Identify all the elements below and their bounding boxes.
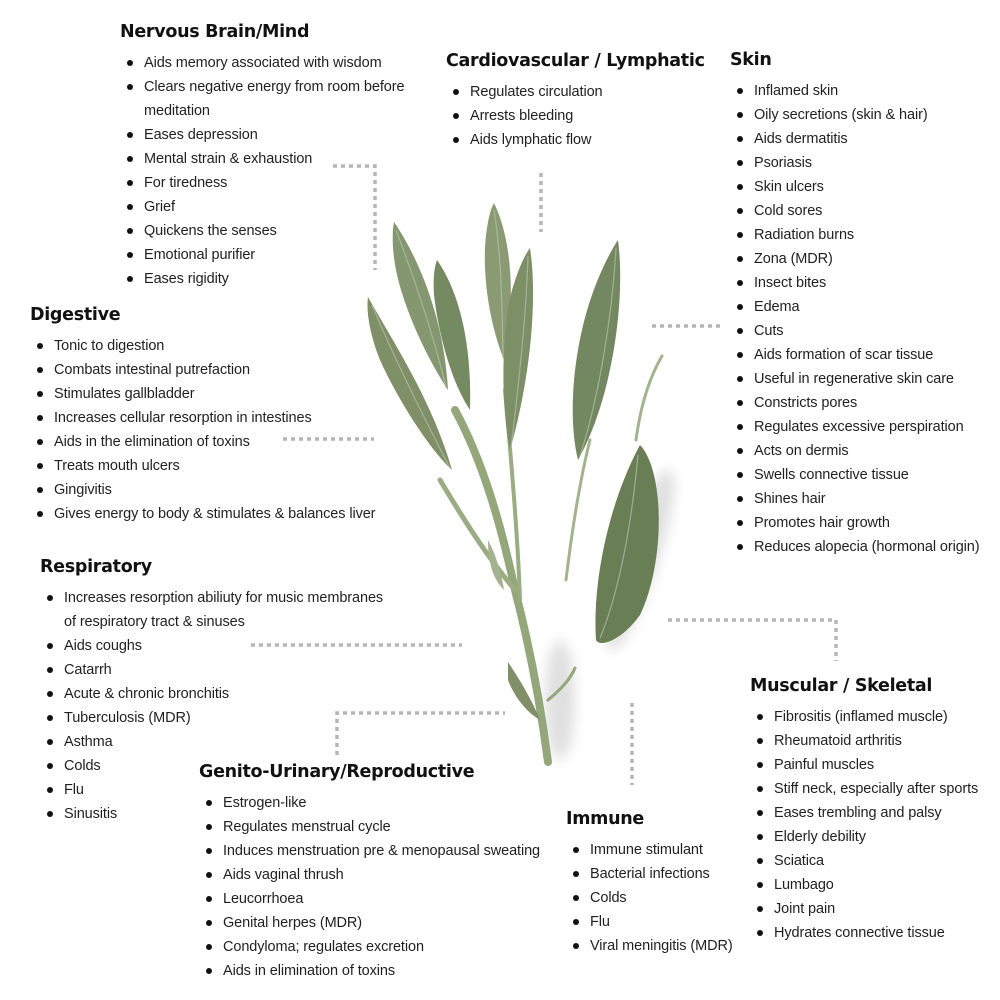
list-item: Aids formation of scar tissue bbox=[754, 343, 980, 367]
section-title-immune: Immune bbox=[566, 809, 644, 829]
list-item: Immune stimulant bbox=[590, 838, 733, 862]
list-item: Aids coughs bbox=[64, 634, 384, 658]
list-item: Grief bbox=[144, 195, 406, 219]
list-item: Aids lymphatic flow bbox=[470, 128, 705, 152]
list-item: Quickens the senses bbox=[144, 219, 406, 243]
list-item: Fibrositis (inflamed muscle) bbox=[774, 705, 978, 729]
list-item: Joint pain bbox=[774, 897, 978, 921]
list-item: Radiation burns bbox=[754, 223, 980, 247]
list-item: Swells connective tissue bbox=[754, 463, 980, 487]
section-title-cardio: Cardiovascular / Lymphatic bbox=[446, 51, 705, 71]
list-item: Stiff neck, especially after sports bbox=[774, 777, 978, 801]
list-item: Eases rigidity bbox=[144, 267, 406, 291]
list-item: Leucorrhoea bbox=[223, 887, 540, 911]
connector-muscular bbox=[668, 620, 836, 661]
list-item: Increases resorption abiliuty for music membranes of respiratory tract & sinuses bbox=[64, 586, 384, 634]
list-item: Aids in the elimination of toxins bbox=[54, 430, 375, 454]
list-item: Reduces alopecia (hormonal origin) bbox=[754, 535, 980, 559]
list-item: Edema bbox=[754, 295, 980, 319]
list-item: Colds bbox=[590, 886, 733, 910]
list-item: Treats mouth ulcers bbox=[54, 454, 375, 478]
list-item: Oily secretions (skin & hair) bbox=[754, 103, 980, 127]
section-cardio bbox=[446, 50, 705, 152]
section-nervous bbox=[120, 21, 406, 291]
list-muscular bbox=[750, 705, 978, 945]
list-item: Cold sores bbox=[754, 199, 980, 223]
list-item: Eases trembling and palsy bbox=[774, 801, 978, 825]
list-item: Sinusitis bbox=[64, 802, 384, 826]
section-skin bbox=[730, 49, 980, 559]
list-item: Sciatica bbox=[774, 849, 978, 873]
list-item: Stimulates gallbladder bbox=[54, 382, 375, 406]
list-item: Acute & chronic bronchitis bbox=[64, 682, 384, 706]
list-item: Colds bbox=[64, 754, 384, 778]
list-item: Promotes hair growth bbox=[754, 511, 980, 535]
list-item: Gingivitis bbox=[54, 478, 375, 502]
list-genito bbox=[199, 791, 540, 983]
list-digestive bbox=[30, 334, 375, 526]
list-nervous bbox=[120, 51, 406, 291]
list-item: Viral meningitis (MDR) bbox=[590, 934, 733, 958]
list-item: Condyloma; regulates excretion bbox=[223, 935, 540, 959]
list-item: Asthma bbox=[64, 730, 384, 754]
list-item: Cuts bbox=[754, 319, 980, 343]
list-item: Mental strain & exhaustion bbox=[144, 147, 406, 171]
list-item: Useful in regenerative skin care bbox=[754, 367, 980, 391]
section-title-digestive: Digestive bbox=[30, 305, 121, 325]
section-title-respiratory: Respiratory bbox=[40, 557, 152, 577]
list-cardio bbox=[446, 80, 705, 152]
section-muscular bbox=[750, 675, 978, 945]
list-item: Tuberculosis (MDR) bbox=[64, 706, 384, 730]
list-item: Catarrh bbox=[64, 658, 384, 682]
list-item: Clears negative energy from room before meditation bbox=[144, 75, 406, 123]
list-item: Inflamed skin bbox=[754, 79, 980, 103]
list-item: Elderly debility bbox=[774, 825, 978, 849]
list-item: Aids vaginal thrush bbox=[223, 863, 540, 887]
list-item: Acts on dermis bbox=[754, 439, 980, 463]
section-title-muscular: Muscular / Skeletal bbox=[750, 676, 933, 696]
list-item: Eases depression bbox=[144, 123, 406, 147]
list-item: Skin ulcers bbox=[754, 175, 980, 199]
list-item: Aids dermatitis bbox=[754, 127, 980, 151]
list-item: Regulates excessive perspiration bbox=[754, 415, 980, 439]
list-item: Psoriasis bbox=[754, 151, 980, 175]
list-item: Painful muscles bbox=[774, 753, 978, 777]
list-item: Tonic to digestion bbox=[54, 334, 375, 358]
section-immune bbox=[566, 808, 733, 958]
list-item: Emotional purifier bbox=[144, 243, 406, 267]
list-item: Constricts pores bbox=[754, 391, 980, 415]
list-skin bbox=[730, 79, 980, 559]
list-item: Hydrates connective tissue bbox=[774, 921, 978, 945]
list-item: Rheumatoid arthritis bbox=[774, 729, 978, 753]
list-item: Aids in elimination of toxins bbox=[223, 959, 540, 983]
list-item: Flu bbox=[590, 910, 733, 934]
section-title-skin: Skin bbox=[730, 50, 772, 70]
list-item: Insect bites bbox=[754, 271, 980, 295]
list-item: Estrogen-like bbox=[223, 791, 540, 815]
list-item: Lumbago bbox=[774, 873, 978, 897]
list-item: Shines hair bbox=[754, 487, 980, 511]
list-item: Arrests bleeding bbox=[470, 104, 705, 128]
section-title-genito: Genito-Urinary/Reproductive bbox=[199, 762, 475, 782]
list-item: Combats intestinal putrefaction bbox=[54, 358, 375, 382]
section-title-nervous: Nervous Brain/Mind bbox=[120, 22, 310, 42]
list-item: Aids memory associated with wisdom bbox=[144, 51, 406, 75]
section-digestive bbox=[30, 304, 375, 526]
list-immune bbox=[566, 838, 733, 958]
list-item: Gives energy to body & stimulates & balances liver bbox=[54, 502, 375, 526]
list-item: Genital herpes (MDR) bbox=[223, 911, 540, 935]
list-item: Induces menstruation pre & menopausal sweating bbox=[223, 839, 540, 863]
list-item: For tiredness bbox=[144, 171, 406, 195]
list-item: Increases cellular resorption in intestines bbox=[54, 406, 375, 430]
list-item: Zona (MDR) bbox=[754, 247, 980, 271]
section-genito bbox=[199, 761, 540, 983]
list-item: Bacterial infections bbox=[590, 862, 733, 886]
list-item: Flu bbox=[64, 778, 384, 802]
list-item: Regulates circulation bbox=[470, 80, 705, 104]
list-item: Regulates menstrual cycle bbox=[223, 815, 540, 839]
